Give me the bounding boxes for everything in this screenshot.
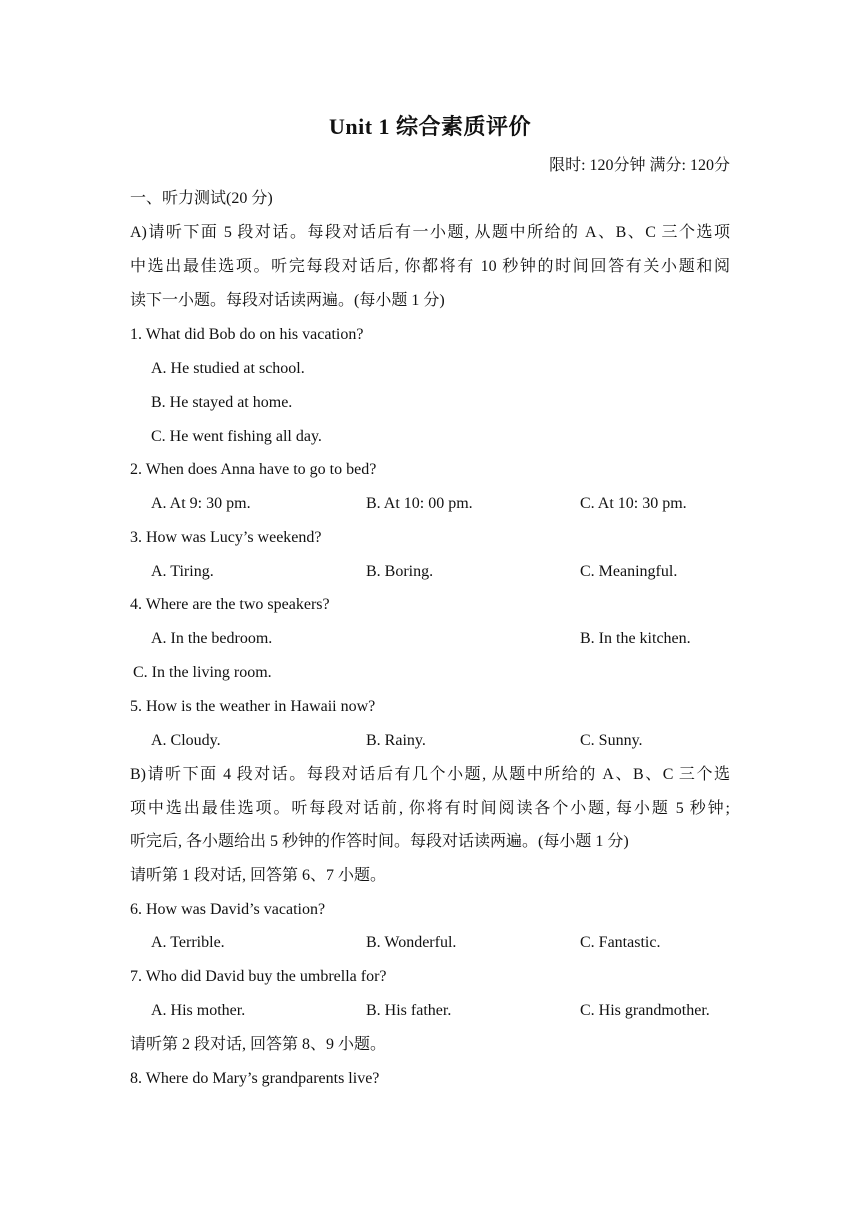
question-1-option-c: C. He went fishing all day. [151, 428, 322, 445]
part-b-instruction-line-1: B)请听下面 4 段对话。每段对话后有几个小题, 从题中所给的 A、B、C 三个选 [130, 766, 730, 783]
question-3-option-a: A. Tiring. [151, 563, 214, 580]
question-2-option-a: A. At 9: 30 pm. [151, 495, 251, 512]
dialog-2-instruction: 请听第 2 段对话, 回答第 8、9 小题。 [130, 1036, 387, 1053]
question-5-stem: 5. How is the weather in Hawaii now? [130, 698, 376, 715]
question-1-option-a: A. He studied at school. [151, 360, 305, 377]
question-6-option-c: C. Fantastic. [580, 934, 661, 951]
question-3-option-c: C. Meaningful. [580, 563, 678, 580]
page-title: Unit 1 综合素质评价 [328, 114, 532, 139]
section-heading-listening: 一、听力测试(20 分) [130, 190, 273, 207]
part-b-instruction-line-2: 项中选出最佳选项。听每段对话前, 你将有时间阅读各个小题, 每小题 5 秒钟; [130, 800, 730, 817]
question-4-option-b: B. In the kitchen. [580, 630, 691, 647]
part-a-instruction-line-1: A)请听下面 5 段对话。每段对话后有一小题, 从题中所给的 A、B、C 三个选项 [130, 224, 730, 241]
question-3-stem: 3. How was Lucy’s weekend? [130, 529, 322, 546]
part-b-instruction-line-3: 听完后, 各小题给出 5 秒钟的作答时间。每段对话读两遍。(每小题 1 分) [130, 833, 629, 850]
question-7-stem: 7. Who did David buy the umbrella for? [130, 968, 387, 985]
question-4-option-c: C. In the living room. [133, 664, 272, 681]
part-a-instruction-line-3: 读下一小题。每段对话读两遍。(每小题 1 分) [130, 292, 445, 309]
question-5-option-b: B. Rainy. [366, 732, 426, 749]
question-5-option-c: C. Sunny. [580, 732, 643, 749]
question-7-option-c: C. His grandmother. [580, 1002, 710, 1019]
question-1-option-b: B. He stayed at home. [151, 394, 293, 411]
question-1-stem: 1. What did Bob do on his vacation? [130, 326, 364, 343]
question-4-stem: 4. Where are the two speakers? [130, 596, 330, 613]
question-3-option-b: B. Boring. [366, 563, 434, 580]
question-7-option-b: B. His father. [366, 1002, 452, 1019]
question-8-stem: 8. Where do Mary’s grandparents live? [130, 1070, 380, 1087]
question-4-option-a: A. In the bedroom. [151, 630, 273, 647]
dialog-1-instruction: 请听第 1 段对话, 回答第 6、7 小题。 [130, 867, 387, 884]
question-2-option-b: B. At 10: 00 pm. [366, 495, 473, 512]
question-6-stem: 6. How was David’s vacation? [130, 901, 326, 918]
part-a-instruction-line-2: 中选出最佳选项。听完每段对话后, 你都将有 10 秒钟的时间回答有关小题和阅 [130, 258, 730, 275]
time-score-info: 限时: 120分钟 满分: 120分 [549, 157, 730, 174]
question-5-option-a: A. Cloudy. [151, 732, 221, 749]
question-6-option-a: A. Terrible. [151, 934, 225, 951]
question-7-option-a: A. His mother. [151, 1002, 246, 1019]
question-2-option-c: C. At 10: 30 pm. [580, 495, 687, 512]
question-6-option-b: B. Wonderful. [366, 934, 457, 951]
question-2-stem: 2. When does Anna have to go to bed? [130, 461, 377, 478]
